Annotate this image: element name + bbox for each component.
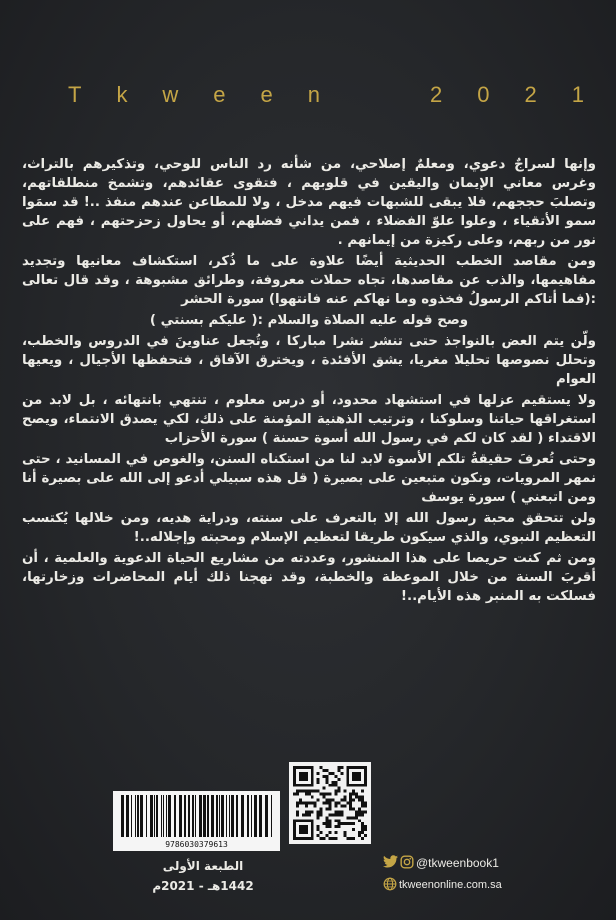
- header-letter: 0: [477, 82, 490, 107]
- header-letter: k: [116, 82, 128, 107]
- header-letter: e: [260, 82, 273, 107]
- header-letter: T: [68, 82, 82, 107]
- social-handle: @tkweenbook1: [416, 856, 499, 870]
- edition-date: 1442هـ - 2021م: [152, 879, 254, 893]
- header-letter: n: [307, 82, 321, 107]
- website-link: tkweenonline.com.sa: [399, 879, 502, 891]
- header-letter: 2: [524, 82, 537, 107]
- back-cover-text: [22, 155, 596, 608]
- globe-icon: [383, 877, 397, 894]
- header-letter: 2: [429, 82, 443, 107]
- barcode-number: 9786030379613: [165, 840, 228, 849]
- paragraph: ولّن يتم العض بالنواجذ حتى تنشر نشرا مباركا ، وتُجعل عناوينَ في الدروس والخطب، وتحلل نصوصها تحليلا مغريا، يشق الأفئدة ، ويخترق الآفاق ، فتحفظها الأجيال ، ويعيها العوام: [22, 334, 596, 387]
- header-letter: 1: [571, 82, 584, 107]
- twitter-icon: [383, 855, 398, 871]
- social-handle-row[interactable]: [383, 852, 593, 874]
- paragraph: ولن تتحقق محبة رسول الله إلا بالتعرف على سنته، ودراية هديه، ومن خلالها يُكتسب التعظيم النبوي، والذي سيكون طريقا لتعظيم الإسلام ومحبته وإجلاله..!: [22, 511, 596, 545]
- barcode: [113, 791, 280, 851]
- instagram-icon: [400, 855, 414, 872]
- qr-code-graphic: [293, 766, 367, 840]
- header-title: [68, 82, 584, 108]
- paragraph: وإنها لسراجٌ دعوي، ومعلمٌ إصلاحي، من شأنه رد الناس للوحي، وتذكيرهم بالتراث، وغرس معاني الإيمان واليقين في قلوبهم ، فتقوى عقائدهم، وتشمخ منطلقاتهم، وتصلبَ حججهم، فلا يبقى للشبهات فيهم مدخل ، ولا للمطاعن عندهم منفذ ..! قد سمَوا سمو الأتقياء ، وعلوا علوّ الفضلاء ، فمن يداني فضلهم، أو يحاول زحزحتهم ، فهم على نور من ربهم، وعلى ركيزة من إيمانهم .: [22, 157, 596, 248]
- social-links: [383, 852, 593, 896]
- paragraph: ومن مقاصد الخطب الحديثية أيضًا علاوة على ما ذُكر، استكشاف معانيها وتجديد مفاهيمها، والذب عن مقاصدها، تجاه حملات معروفة، وطرائق مشبوهة ، وقد قال تعالى :(فما أتاكم الرسولُ فخذوه وما نهاكم عنه فانتهوا) سورة الحشر: [22, 254, 596, 307]
- paragraph: ومن ثم كنت حريصا على هذا المنشور، وعددته من مشاريع الحياة الدعوية والعلمية ، أن أقربَ السنة من خلال الموعظة والخطبة، وقد نهجنا ذلك أيام المحاضرات وزخارتها، فسلكت به المنبر هذه الأيام..!: [22, 551, 596, 604]
- paragraph: وصح قوله عليه الصلاة والسلام :( عليكم بسنتي ): [149, 313, 469, 328]
- paragraph: وحتى تُعرفَ حقيقةُ تلكم الأسوة لابد لنا من استكناه السنن، والغوص في المسانيد ، حتى نمهر المرويات، ونكون متبعين على بصيرة ( قل هذه سبيلي أدعو إلى الله على بصيرة أنا ومن اتبعني ) سورة يوسف: [22, 452, 596, 505]
- header-letter: w: [162, 82, 179, 107]
- header-letter: e: [213, 82, 226, 107]
- website-row[interactable]: [383, 874, 593, 896]
- paragraph: ولا يستقيم عزلها في استشهاد محدود، أو درس معلوم ، تنتهي بانتهائه ، بل لابد من استغراقها حياتنا وسلوكنا ، وترتيب الذهنية المؤمنة على ذلك، لكي يصدق الانتماء، ويصح الاقتداء ( لقد كان لكم في رسول الله أسوة حسنة ) سورة الأحزاب: [22, 393, 596, 446]
- edition-info: [128, 856, 278, 896]
- qr-code: [289, 762, 371, 844]
- edition-label: الطبعة الأولى: [162, 859, 244, 873]
- barcode-graphic: [113, 791, 280, 839]
